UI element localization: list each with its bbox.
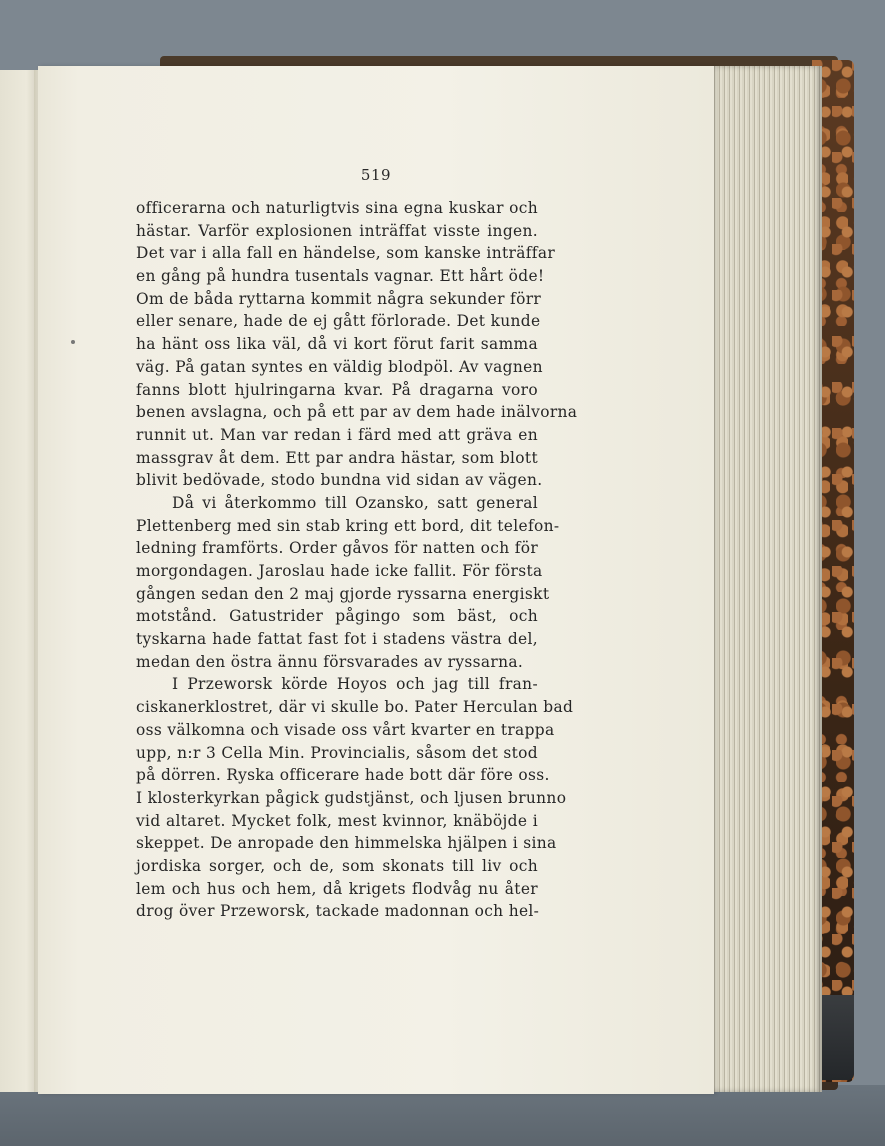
text-line: massgrav åt dem. Ett par andra hästar, som blott (136, 448, 538, 467)
text-line: officerarna och naturligtvis sina egna kuskar och (136, 199, 538, 217)
text-line: blivit bedövade, stodo bundna vid sidan av vägen. (136, 471, 543, 490)
table-surface (0, 1085, 885, 1146)
text-line: Plettenberg med sin stab kring ett bord, dit telefon- (136, 516, 560, 535)
text-line: eller senare, hade de ej gått förlorade. Det kunde (136, 312, 541, 331)
text-line: I klosterkyrkan pågick gudstjänst, och ljusen brunno (136, 788, 567, 807)
text-line: ledning framförts. Order gåvos för natten och för (136, 539, 539, 558)
text-line: Om de båda ryttarna kommit några sekunder förr (136, 289, 542, 308)
text-line: I Przeworsk körde Hoyos och jag till fran- (172, 675, 538, 694)
margin-dot (71, 340, 75, 344)
text-line: gången sedan den 2 maj gjorde ryssarna energiskt (136, 584, 550, 603)
text-line: jordiska sorger, och de, som skonats till liv och (136, 856, 538, 875)
text-line: en gång på hundra tusentals vagnar. Ett hårt öde! (136, 267, 545, 286)
page-number: 519 (360, 166, 392, 184)
text-line: runnit ut. Man var redan i färd med att gräva en (136, 425, 538, 444)
text-line: drog över Przeworsk, tackade madonnan och hel- (136, 902, 540, 921)
right-page (38, 66, 714, 1094)
text-line: Då vi återkommo till Ozansko, satt general (172, 493, 538, 512)
body-text (136, 197, 578, 923)
text-line: vid altaret. Mycket folk, mest kvinnor, knäböjde i (136, 811, 538, 830)
text-line: på dörren. Ryska officerare hade bott där före oss. (136, 766, 550, 785)
text-line: ha hänt oss lika väl, då vi kort förut farit samma (136, 335, 538, 354)
text-line: Det var i alla fall en händelse, som kanske inträffar (136, 244, 556, 263)
text-line: ciskanerklostret, där vi skulle bo. Pater Herculan bad (136, 698, 574, 717)
text-line: benen avslagna, och på ett par av dem hade inälvorna (136, 403, 578, 422)
page-edges (712, 66, 822, 1092)
text-line: väg. På gatan syntes en väldig blodpöl. Av vagnen (136, 357, 543, 376)
text-line: upp, n:r 3 Cella Min. Provincialis, såsom det stod (136, 743, 538, 762)
text-line: oss välkomna och visade oss vårt kvarter en trappa (136, 720, 555, 739)
text-line: motstånd. Gatustrider pågingo som bäst, och (136, 607, 538, 626)
text-line: lem och hus och hem, då krigets flodvåg nu åter (136, 879, 538, 898)
text-line: medan den östra ännu försvarades av ryssarna. (136, 652, 524, 671)
text-line: morgondagen. Jaroslau hade icke fallit. För första (136, 562, 543, 580)
text-line: hästar. Varför explosionen inträffat visste ingen. (136, 221, 538, 240)
text-line: tyskarna hade fattat fast fot i stadens västra del, (136, 630, 538, 649)
board-corner (820, 995, 854, 1080)
text-line: fanns blott hjulringarna kvar. På dragarna voro (136, 380, 538, 399)
text-line: skeppet. De anropade den himmelska hjälpen i sina (136, 834, 557, 853)
